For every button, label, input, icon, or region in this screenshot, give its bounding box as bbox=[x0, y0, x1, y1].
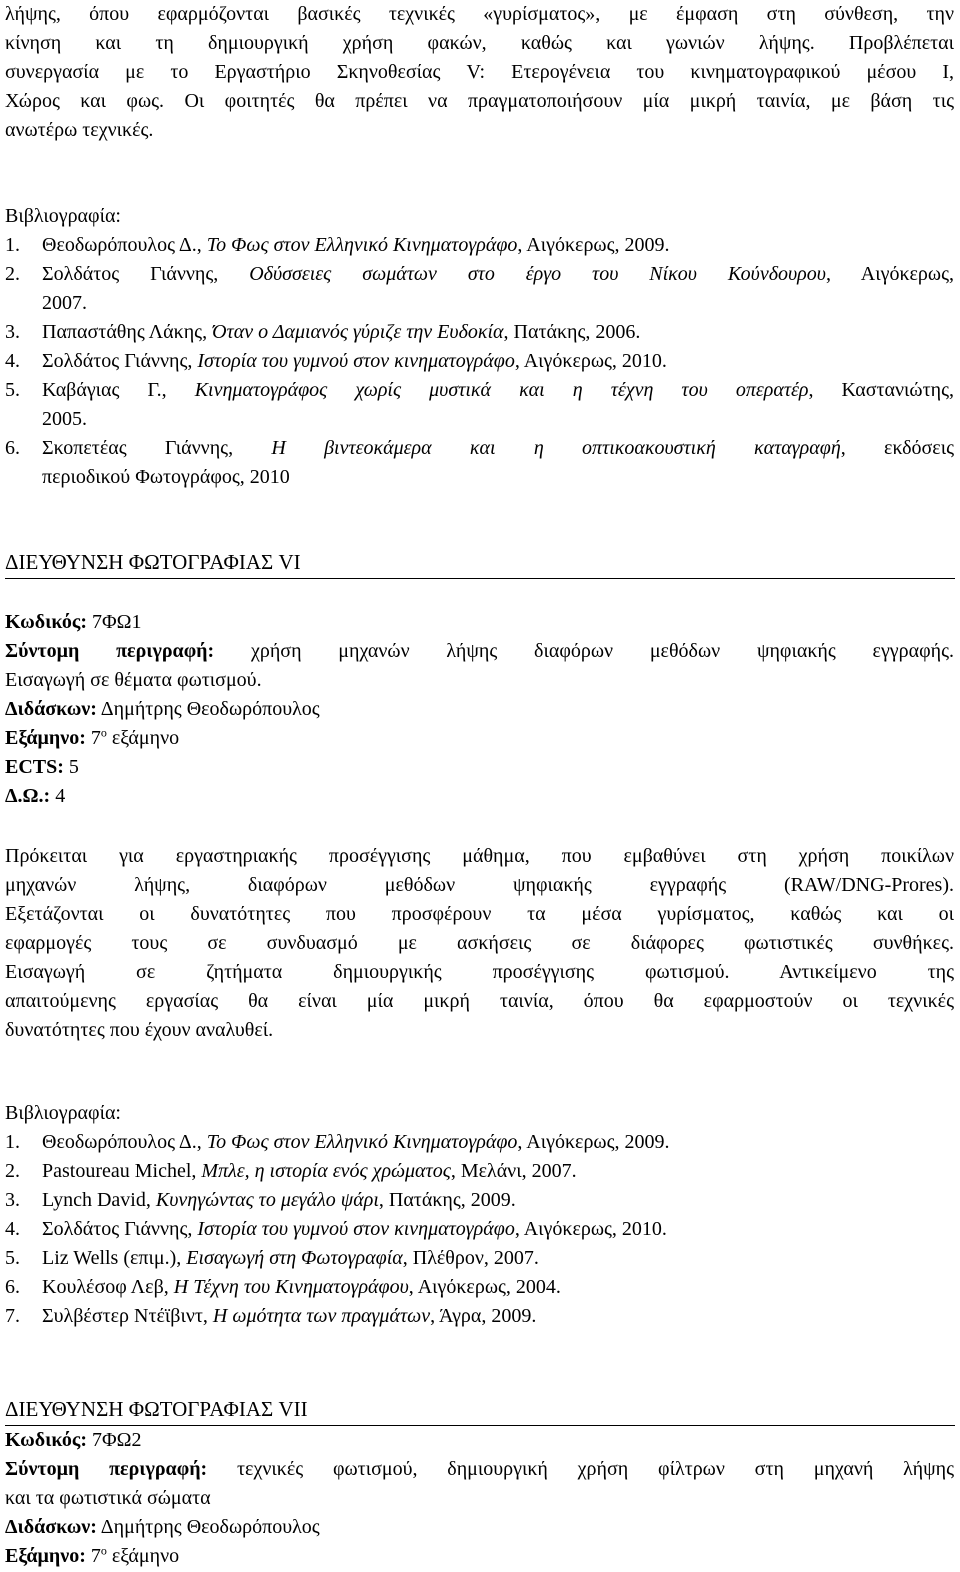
item-line bbox=[42, 1244, 954, 1273]
item-publisher: , Αιγόκερως, 2009. bbox=[517, 234, 670, 256]
item-publisher: , Καστανιώτης, bbox=[808, 379, 954, 401]
item-line bbox=[42, 1302, 954, 1331]
item-title: Ιστορία του γυμνού στον κινηματογράφο bbox=[197, 350, 515, 372]
course-1-info bbox=[5, 608, 954, 811]
bibliography-item bbox=[5, 376, 954, 434]
semester-word: εξάμηνο bbox=[106, 1545, 180, 1567]
item-line bbox=[42, 347, 954, 376]
semester-number: 7 bbox=[85, 1545, 101, 1567]
item-title: Ιστορία του γυμνού στον κινηματογράφο bbox=[197, 1218, 515, 1240]
item-line bbox=[42, 1128, 954, 1157]
semester-label: Εξάμηνο: bbox=[5, 727, 86, 749]
bibliography-item bbox=[5, 347, 954, 376]
item-title: Το Φως στον Ελληνικό Κινηματογράφο bbox=[206, 1131, 518, 1153]
intro-line: συνεργασία με το Εργαστήριο Σκηνοθεσίας V: Ετερογένεια του κινηματογραφικού μέσου Ι, bbox=[5, 61, 954, 83]
item-line bbox=[42, 1215, 954, 1244]
item-number: 1. bbox=[5, 234, 20, 256]
body-line: Πρόκειται για εργαστηριακής προσέγγισης μάθημα, που εμβαθύνει στη χρήση ποικίλων bbox=[5, 845, 954, 867]
intro-line: ανωτέρω τεχνικές. bbox=[5, 119, 154, 141]
teacher bbox=[5, 695, 954, 724]
course-code bbox=[5, 1426, 954, 1455]
item-number: 4. bbox=[5, 1218, 20, 1240]
item-publisher: , Αιγόκερως, 2010. bbox=[514, 350, 667, 372]
item-number: 2. bbox=[5, 1160, 20, 1182]
bibliography-list bbox=[5, 231, 954, 492]
item-title: Η Τέχνη του Κινηματογράφου bbox=[173, 1276, 409, 1298]
item-number: 1. bbox=[5, 1131, 20, 1153]
intro-line: κίνηση και τη δημιουργική χρήση φακών, καθώς και γωνιών λήψης. Προβλέπεται bbox=[5, 32, 954, 54]
item-author: Κουλέσοφ Λεβ, bbox=[42, 1276, 174, 1298]
bibliography-item bbox=[5, 434, 954, 492]
item-publisher: , εκδόσεις bbox=[840, 437, 954, 459]
item-line bbox=[42, 1157, 954, 1186]
course-2-info bbox=[5, 1426, 954, 1571]
short-description-cont: και τα φωτιστικά σώματα bbox=[5, 1487, 211, 1509]
intro-line: Χώρος και φως. Οι φοιτητές θα πρέπει να πραγματοποιήσουν μία μικρή ταινία, με βάση τις bbox=[5, 90, 954, 112]
item-title: Εισαγωγή στη Φωτογραφία bbox=[186, 1247, 403, 1269]
teacher-name: Δημήτρης Θεοδωρόπουλος bbox=[96, 1516, 320, 1538]
item-title: Η ωμότητα των πραγμάτων bbox=[212, 1305, 431, 1327]
item-publisher: , Αιγόκερως, 2004. bbox=[408, 1276, 561, 1298]
semester-label: Εξάμηνο: bbox=[5, 1545, 86, 1567]
bibliography-item bbox=[5, 1273, 954, 1302]
semester-sup: ο bbox=[100, 725, 107, 740]
teacher bbox=[5, 1513, 954, 1542]
item-number: 3. bbox=[5, 1189, 20, 1211]
body-line: μηχανών λήψης, διαφόρων μεθόδων ψηφιακής εγγραφής (RAW/DNG-Prores). bbox=[5, 874, 954, 896]
item-text bbox=[42, 1157, 954, 1186]
item-publisher: , Άγρα, 2009. bbox=[430, 1305, 537, 1327]
course-title: ΔΙΕΥΘΥΝΣΗ ΦΩΤΟΓΡΑΦΙΑΣ VII bbox=[5, 1395, 955, 1426]
code-label: Κωδικός: bbox=[5, 1429, 88, 1451]
bibliography-heading: Βιβλιογραφία: bbox=[5, 1102, 121, 1124]
course-title: ΔΙΕΥΘΥΝΣΗ ΦΩΤΟΓΡΑΦΙΑΣ VI bbox=[5, 548, 955, 579]
course-code bbox=[5, 608, 954, 637]
item-continuation: 2007. bbox=[42, 292, 87, 314]
code-value: 7ΦΩ1 bbox=[87, 611, 142, 633]
item-title: Κινηματογράφος χωρίς μυστικά και η τέχνη του οπερατέρ bbox=[194, 379, 809, 401]
item-text bbox=[42, 1273, 954, 1302]
body-line: απαιτούμενης εργασίας θα είναι μία μικρή ταινία, όπου θα εφαρμοστούν οι τεχνικές bbox=[5, 990, 954, 1012]
item-author: Συλβέστερ Ντέϊβιντ, bbox=[42, 1305, 213, 1327]
item-publisher: , Αιγόκερως, 2009. bbox=[517, 1131, 670, 1153]
item-line bbox=[42, 1186, 954, 1215]
course-1-description bbox=[5, 842, 954, 1045]
item-line bbox=[42, 376, 954, 405]
bibliography-heading: Βιβλιογραφία: bbox=[5, 205, 121, 227]
item-author: Καβάγιας Γ., bbox=[42, 379, 195, 401]
item-text bbox=[42, 434, 954, 492]
item-publisher: , Αιγόκερως, 2010. bbox=[514, 1218, 667, 1240]
body-line: δυνατότητες που έχουν αναλυθεί. bbox=[5, 1019, 274, 1041]
bibliography-2 bbox=[5, 1099, 954, 1331]
item-author: Σολδάτος Γιάννης, bbox=[42, 263, 250, 285]
teaching-hours bbox=[5, 782, 954, 811]
item-line bbox=[42, 231, 954, 260]
code-value: 7ΦΩ2 bbox=[87, 1429, 142, 1451]
item-author: Lynch David, bbox=[42, 1189, 156, 1211]
bibliography-item bbox=[5, 1128, 954, 1157]
description-text: τεχνικές φωτισμού, δημιουργική χρήση φίλτρων στη μηχανή λήψης bbox=[207, 1458, 955, 1480]
ects-label: ECTS: bbox=[5, 756, 64, 778]
item-author: Liz Wells (επιμ.), bbox=[42, 1247, 187, 1269]
item-text bbox=[42, 1302, 954, 1331]
item-title: Μπλε, η ιστορία ενός χρώματος bbox=[201, 1160, 451, 1182]
item-publisher: , Αιγόκερως, bbox=[825, 263, 954, 285]
item-author: Σκοπετέας Γιάννης, bbox=[42, 437, 272, 459]
item-text bbox=[42, 318, 954, 347]
item-line bbox=[42, 318, 954, 347]
item-text bbox=[42, 1128, 954, 1157]
description-label: Σύντομη περιγραφή: bbox=[5, 640, 215, 662]
semester bbox=[5, 1542, 954, 1571]
item-continuation: περιοδικού Φωτογράφος, 2010 bbox=[42, 466, 290, 488]
intro-paragraph bbox=[5, 0, 954, 145]
body-line: εφαρμογές τους σε συνδυασμό με ασκήσεις σε διάφορες φωτιστικές συνθήκες. bbox=[5, 932, 954, 954]
bibliography-item bbox=[5, 1186, 954, 1215]
item-text bbox=[42, 1186, 954, 1215]
semester-word: εξάμηνο bbox=[106, 727, 180, 749]
bibliography-item bbox=[5, 318, 954, 347]
body-line: Εξετάζονται οι δυνατότητες που προσφέρουν τα μέσα γυρίσματος, καθώς και οι bbox=[5, 903, 954, 925]
item-number: 5. bbox=[5, 379, 20, 401]
bibliography-item bbox=[5, 260, 954, 318]
item-number: 4. bbox=[5, 350, 20, 372]
body-line: Εισαγωγή σε ζητήματα δημιουργικής προσέγγισης φωτισμού. Αντικείμενο της bbox=[5, 961, 954, 983]
intro-line: λήψης, όπου εφαρμόζονται βασικές τεχνικές «γυρίσματος», με έμφαση στη σύνθεση, την bbox=[5, 3, 954, 25]
item-title: Οδύσσειες σωμάτων στο έργο του Νίκου Κούνδουρου bbox=[249, 263, 826, 285]
bibliography-item bbox=[5, 1302, 954, 1331]
item-title: Κυνηγώντας το μεγάλο ψάρι bbox=[155, 1189, 379, 1211]
hours-label: Δ.Ω.: bbox=[5, 785, 51, 807]
short-description bbox=[5, 1455, 954, 1484]
item-publisher: , Μελάνι, 2007. bbox=[450, 1160, 577, 1182]
item-text bbox=[42, 347, 954, 376]
bibliography-list bbox=[5, 1128, 954, 1331]
item-text bbox=[42, 260, 954, 318]
item-number: 2. bbox=[5, 263, 20, 285]
description-text: χρήση μηχανών λήψης διαφόρων μεθόδων ψηφιακής εγγραφής. bbox=[214, 640, 954, 662]
item-title: Το Φως στον Ελληνικό Κινηματογράφο bbox=[206, 234, 518, 256]
item-continuation: 2005. bbox=[42, 408, 87, 430]
item-line bbox=[42, 434, 954, 463]
semester-number: 7 bbox=[85, 727, 101, 749]
item-author: Σολδάτος Γιάννης, bbox=[42, 1218, 198, 1240]
semester bbox=[5, 724, 954, 753]
item-publisher: , Πατάκης, 2006. bbox=[503, 321, 641, 343]
bibliography-item bbox=[5, 1215, 954, 1244]
item-number: 6. bbox=[5, 1276, 20, 1298]
item-author: Pastoureau Michel, bbox=[42, 1160, 202, 1182]
item-text bbox=[42, 1215, 954, 1244]
item-author: Παπαστάθης Λάκης, bbox=[42, 321, 213, 343]
item-text bbox=[42, 376, 954, 434]
item-text bbox=[42, 231, 954, 260]
ects-value: 5 bbox=[63, 756, 79, 778]
short-description-cont: Εισαγωγή σε θέματα φωτισμού. bbox=[5, 669, 262, 691]
ects bbox=[5, 753, 954, 782]
description-label: Σύντομη περιγραφή: bbox=[5, 1458, 208, 1480]
item-author: Θεοδωρόπουλος Δ., bbox=[42, 1131, 207, 1153]
item-number: 3. bbox=[5, 321, 20, 343]
teacher-label: Διδάσκων: bbox=[5, 1516, 97, 1538]
item-number: 6. bbox=[5, 437, 20, 459]
item-line bbox=[42, 1273, 954, 1302]
short-description bbox=[5, 637, 954, 666]
teacher-label: Διδάσκων: bbox=[5, 698, 97, 720]
item-author: Σολδάτος Γιάννης, bbox=[42, 350, 198, 372]
item-publisher: , Πλέθρον, 2007. bbox=[402, 1247, 539, 1269]
item-publisher: , Πατάκης, 2009. bbox=[378, 1189, 516, 1211]
item-title: Η βιντεοκάμερα και η οπτικοακουστική καταγραφή bbox=[271, 437, 841, 459]
bibliography-item bbox=[5, 1157, 954, 1186]
item-author: Θεοδωρόπουλος Δ., bbox=[42, 234, 207, 256]
semester-sup: ο bbox=[100, 1543, 107, 1558]
item-number: 7. bbox=[5, 1305, 20, 1327]
item-text bbox=[42, 1244, 954, 1273]
bibliography-item bbox=[5, 231, 954, 260]
item-number: 5. bbox=[5, 1247, 20, 1269]
item-line bbox=[42, 260, 954, 289]
hours-value: 4 bbox=[50, 785, 66, 807]
item-title: Όταν ο Δαμιανός γύριζε την Ευδοκία bbox=[212, 321, 504, 343]
teacher-name: Δημήτρης Θεοδωρόπουλος bbox=[96, 698, 320, 720]
bibliography-1 bbox=[5, 202, 954, 492]
code-label: Κωδικός: bbox=[5, 611, 88, 633]
bibliography-item bbox=[5, 1244, 954, 1273]
